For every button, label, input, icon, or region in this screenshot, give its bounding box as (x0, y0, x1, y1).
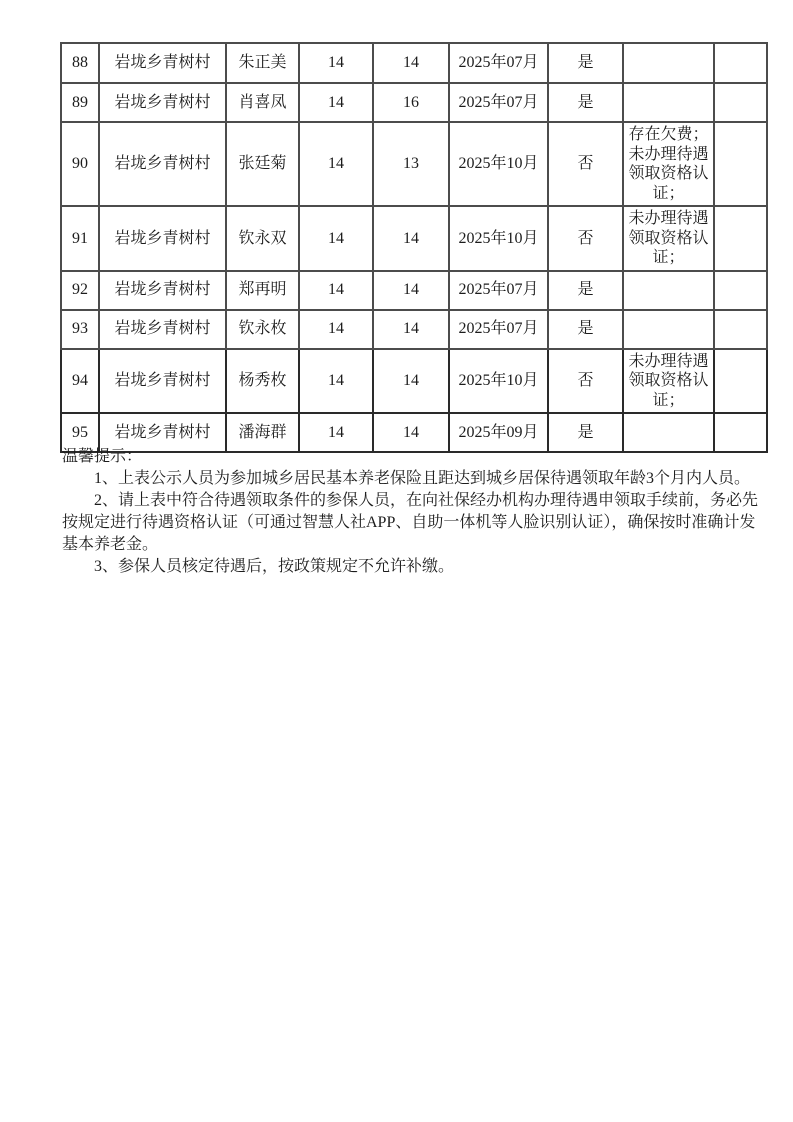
cell-extra (714, 349, 767, 414)
cell-name: 张廷菊 (226, 122, 299, 206)
cell-remark: 未办理待遇领取资格认证； (623, 349, 714, 414)
cell-eligible: 是 (548, 43, 623, 83)
cell-eligible: 否 (548, 349, 623, 414)
cell-seq: 92 (61, 271, 99, 310)
cell-num1: 14 (299, 122, 373, 206)
cell-extra (714, 122, 767, 206)
cell-remark (623, 271, 714, 310)
cell-name: 杨秀枚 (226, 349, 299, 414)
cell-name: 肖喜凤 (226, 83, 299, 122)
cell-date: 2025年10月 (449, 349, 548, 414)
cell-date: 2025年07月 (449, 271, 548, 310)
cell-village: 岩垅乡青树村 (99, 83, 226, 122)
cell-remark: 未办理待遇领取资格认证； (623, 206, 714, 271)
cell-num2: 14 (373, 43, 449, 83)
cell-extra (714, 206, 767, 271)
cell-num1: 14 (299, 310, 373, 349)
cell-name: 潘海群 (226, 413, 299, 452)
cell-village: 岩垅乡青树村 (99, 206, 226, 271)
cell-date: 2025年07月 (449, 83, 548, 122)
table-row (61, 349, 767, 414)
cell-remark (623, 83, 714, 122)
cell-seq: 95 (61, 413, 99, 452)
pension-roster-table (60, 42, 768, 453)
cell-village: 岩垅乡青树村 (99, 413, 226, 452)
cell-village: 岩垅乡青树村 (99, 43, 226, 83)
cell-name: 朱正美 (226, 43, 299, 83)
cell-num2: 14 (373, 271, 449, 310)
cell-num2: 14 (373, 206, 449, 271)
cell-num1: 14 (299, 349, 373, 414)
cell-num2: 16 (373, 83, 449, 122)
cell-seq: 94 (61, 349, 99, 414)
cell-date: 2025年09月 (449, 413, 548, 452)
cell-num1: 14 (299, 83, 373, 122)
cell-extra (714, 310, 767, 349)
roster-table-body (61, 43, 767, 452)
cell-seq: 91 (61, 206, 99, 271)
cell-date: 2025年10月 (449, 122, 548, 206)
cell-num1: 14 (299, 271, 373, 310)
cell-eligible: 是 (548, 271, 623, 310)
cell-num2: 14 (373, 349, 449, 414)
cell-num2: 14 (373, 310, 449, 349)
cell-remark: 存在欠费；未办理待遇领取资格认证； (623, 122, 714, 206)
cell-extra (714, 271, 767, 310)
cell-eligible: 否 (548, 122, 623, 206)
cell-remark (623, 310, 714, 349)
cell-num2: 14 (373, 413, 449, 452)
cell-extra (714, 43, 767, 83)
cell-eligible: 是 (548, 83, 623, 122)
notes-title: 温馨提示： (62, 448, 143, 465)
cell-village: 岩垅乡青树村 (99, 310, 226, 349)
note-item-2: 2、请上表中符合待遇领取条件的参保人员，在向社保经办机构办理待遇申领取手续前，务必先按规定进行待遇资格认证（可通过智慧人社APP、自助一体机等人脸识别认证），确保按时准确计发基本养老金。 (62, 492, 759, 554)
cell-name: 钦永双 (226, 206, 299, 271)
table-row (61, 122, 767, 206)
cell-num1: 14 (299, 43, 373, 83)
cell-seq: 93 (61, 310, 99, 349)
cell-remark (623, 43, 714, 83)
note-item-1: 1、上表公示人员为参加城乡居民基本养老保险且距达到城乡居保待遇领取年龄3个月内人员。 (94, 470, 751, 488)
table-row (61, 310, 767, 349)
cell-village: 岩垅乡青树村 (99, 122, 226, 206)
cell-date: 2025年10月 (449, 206, 548, 271)
cell-eligible: 否 (548, 206, 623, 271)
cell-extra (714, 83, 767, 122)
table-row (61, 271, 767, 310)
cell-eligible: 是 (548, 413, 623, 452)
table-row (61, 43, 767, 83)
cell-seq: 89 (61, 83, 99, 122)
cell-village: 岩垅乡青树村 (99, 349, 226, 414)
note-item-3: 3、参保人员核定待遇后，按政策规定不允许补缴。 (94, 558, 455, 576)
cell-date: 2025年07月 (449, 310, 548, 349)
cell-num1: 14 (299, 206, 373, 271)
table-row (61, 206, 767, 271)
notes-section (62, 446, 762, 578)
cell-name: 钦永枚 (226, 310, 299, 349)
cell-num2: 13 (373, 122, 449, 206)
cell-seq: 90 (61, 122, 99, 206)
cell-seq: 88 (61, 43, 99, 83)
cell-name: 郑再明 (226, 271, 299, 310)
cell-num1: 14 (299, 413, 373, 452)
cell-eligible: 是 (548, 310, 623, 349)
table-row (61, 83, 767, 122)
cell-village: 岩垅乡青树村 (99, 271, 226, 310)
cell-date: 2025年07月 (449, 43, 548, 83)
